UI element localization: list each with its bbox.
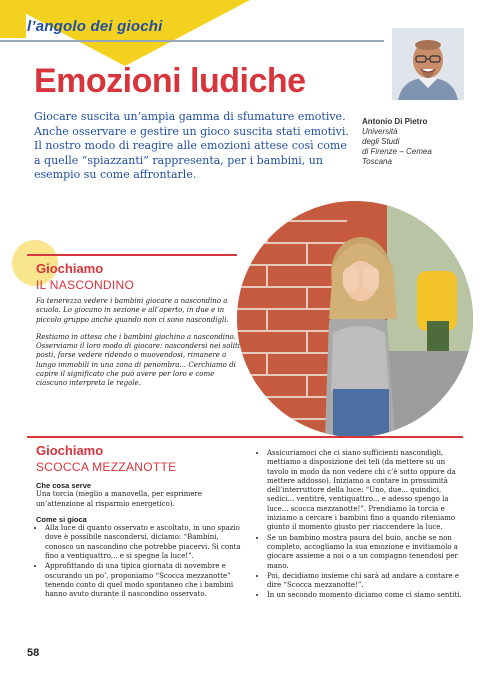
game2-subtitle: SCOCCA MEZZANOTTE [36,460,177,474]
author-affiliation-line: degli Studi [362,137,400,146]
author-affiliation-line: di Firenze – Cemea [362,147,432,156]
section-label: l’angolo dei giochi [27,18,163,35]
page-number: 58 [27,647,40,659]
game2-what-title: Che cosa serve [36,481,92,490]
child-covering-eyes-illustration [237,201,473,437]
game1-paragraph: Restiamo in attesa che i bambini giochino a nascondino. Osserviamo il loro modo di giocare: nascondersi nei soliti posti, forse vedere ridendo o muovendosi, rimanere a lungo immobili in una zona di penombra... Cerchiamo di capire il significato che può avere per loro e come ciascuno interpreta le regole. [36,332,241,388]
game1-subtitle: IL NASCONDINO [36,278,135,292]
author-name: Antonio Di Pietro [362,117,428,126]
game1-text [36,297,241,397]
author-photo [392,28,464,100]
game2-heading: Giochiamo [36,443,104,458]
game1-heading: Giochiamo [36,261,104,276]
game2-right-column [258,449,468,602]
game1-paragraph: Fa tenerezza vedere i bambini giocare a nascondino a scuola. Lo giocano in sezione e all’aperto, in due e in piccolo gruppo anche quando non ci sono nascondigli. [36,297,229,324]
article-title: Emozioni ludiche [34,62,306,100]
game2-left-column [36,481,246,601]
section-divider [27,436,463,438]
lead-paragraph: Giocare suscita un’ampia gamma di sfumature emotive. Anche osservare e gestire un gioco suscita stati emotivi. Il nostro modo di reagire alle emozioni attese così come a quelle “spiazzanti” rappresenta, per i bambini, un esempio su come affrontarle. [34,110,349,181]
list-item: • Approfittando di una tipica giornata di novembre e oscurando un po’, proponiamo “Scocca mezzanotte” tenendo conto di quel modo spontaneo che i bambini hanno avuto durante il nascondino osservato. [45,562,246,599]
game2-steps-list [258,449,468,601]
game2-how-title: Come si gioca [36,514,87,524]
list-item: • Se un bambino mostra paura del buio, anche se non completo, accogliamo la sua emozione e invitiamolo a giocare assieme a noi o a un compagno tenendosi per mano. [267,534,468,571]
list-item: • In un secondo momento diciamo come ci siamo sentiti. [267,591,468,600]
author-portrait-icon [392,28,464,100]
child-hiding-photo [237,201,473,437]
list-item: • Assicuriamoci che ci siano sufficienti nascondigli, mettiamo a disposizione dei teli (da mettere su un tavolo in modo da non vedere chi c’è sotto oppure da mettere addosso). Iniziamo a contare in prossimità dell’interruttore della luce: “Uno, due... quindici, sedici... ventitré, ventiquattro... e adesso spengo la luce... scocca mezzanotte!”. Prendiamo la torcia e iniziamo a cercare i bambini fino a quando riteniamo giunto il momento giusto per riaccendere la luce. [267,449,468,533]
author-affiliation-line: Toscana [362,157,392,166]
header-divider [0,40,384,42]
list-item: • Poi, decidiamo insieme chi sarà ad andare a contare e dire “Scocca mezzanotte!”. [267,572,468,591]
game2-steps-list [36,524,246,599]
author-affiliation-line: Università [362,127,398,136]
article-lead [34,110,352,183]
section-divider [27,254,237,256]
author-credit [362,117,432,167]
list-item: • Alla luce di quanto osservato e ascoltato, in uno spazio dove è possibile nascondersi, diciamo: “Bambini, conosco un nascondino che potrebbe piacervi. Si conta fino a ventiquattro... e si spegne la luce!”. [45,524,246,561]
game2-what-text: Una torcia (meglio a manovella, per esprimere un’attenzione al risparmio energetico). [36,490,203,508]
